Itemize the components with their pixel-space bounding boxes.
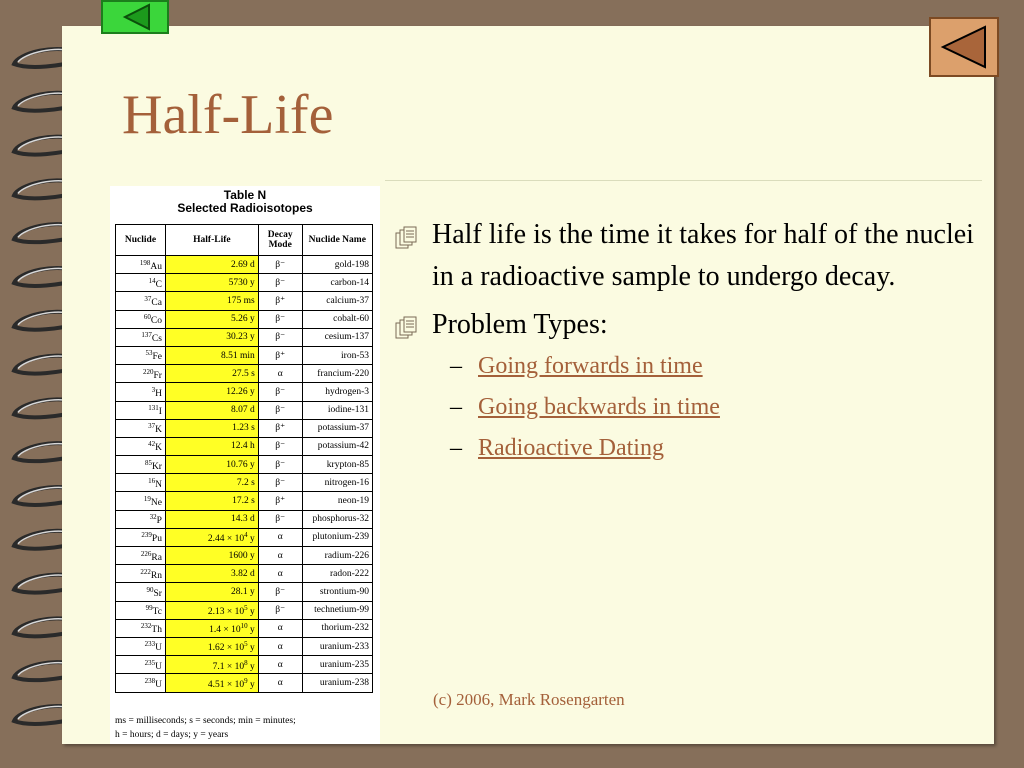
nuclide-name-cell: neon-19 [302,492,372,510]
nuclide-name-cell: potassium-37 [302,419,372,437]
document-stack-icon [394,314,420,340]
mass-number: 99 [145,604,153,613]
decay-mode-cell: α [258,674,302,692]
half-life-cell [165,328,258,346]
nuclide-cell [116,328,166,346]
nuclide-name-cell: thorium-232 [302,619,372,637]
half-life-value: 12.26 y [226,386,255,397]
mass-number: 60 [143,313,151,322]
half-life-value: 5730 y [228,277,255,288]
mass-number: 222 [140,567,151,576]
half-life-value: 10.76 y [226,459,255,470]
nuclide-name-cell: carbon-14 [302,274,372,292]
half-life-value: 7.1 × 10 [212,661,245,672]
footnote-line: h = hours; d = days; y = years [115,730,229,740]
decay-mode-cell: β⁻ [258,456,302,474]
element-symbol: C [155,279,162,290]
nuclide-name-cell: uranium-233 [302,637,372,655]
nuclide-cell [116,547,166,565]
isotope-row [116,256,373,274]
header-half-life: Half-Life [165,225,258,256]
isotope-row [116,383,373,401]
element-symbol: U [155,661,162,672]
nuclide-name-cell: uranium-238 [302,674,372,692]
nuclide-cell [116,637,166,655]
half-life-cell [165,637,258,655]
half-life-cell [165,601,258,619]
mass-number: 226 [140,549,152,558]
half-life-cell [165,474,258,492]
element-symbol: Ca [151,298,162,309]
nuclide-cell [116,601,166,619]
nuclide-cell [116,383,166,401]
half-life-value: 175 ms [227,295,255,306]
isotope-row [116,401,373,419]
nuclide-name-cell: iodine-131 [302,401,372,419]
nuclide-name-cell: phosphorus-32 [302,510,372,528]
element-symbol: Ne [150,498,162,509]
isotope-row [116,547,373,565]
decay-mode-cell: β⁻ [258,601,302,619]
element-symbol: I [158,407,162,418]
isotope-row [116,583,373,601]
nuclide-name-cell: radium-226 [302,547,372,565]
decay-mode-cell: α [258,547,302,565]
link-radioactive-dating[interactable]: Radioactive Dating [478,435,664,461]
decay-mode-cell: β⁻ [258,474,302,492]
mass-number: 16 [148,476,156,485]
half-life-cell [165,528,258,546]
element-symbol: Fr [153,370,162,381]
half-life-cell [165,310,258,328]
nuclide-name-cell: hydrogen-3 [302,383,372,401]
nuclide-cell [116,619,166,637]
decay-mode-cell: β⁻ [258,583,302,601]
mass-number: 220 [143,367,154,376]
half-life-value: 1.23 s [232,423,255,434]
nuclide-name-cell: iron-53 [302,346,372,364]
isotope-row [116,365,373,383]
half-life-cell [165,492,258,510]
half-life-value: 2.13 × 10 [207,607,245,618]
bullet-list [394,214,974,469]
element-symbol: Co [150,316,162,327]
decay-mode-cell: β⁻ [258,310,302,328]
nuclide-name-cell: technetium-99 [302,601,372,619]
half-life-cell [165,565,258,583]
isotope-row [116,346,373,364]
footnote-line: ms = milliseconds; s = seconds; min = minutes; [115,716,296,726]
radioisotope-table [115,224,373,693]
half-life-value: 17.2 s [232,496,255,507]
element-symbol: Th [151,625,162,636]
half-life-cell [165,510,258,528]
element-symbol: Kr [151,461,162,472]
half-life-cell [165,274,258,292]
half-life-cell [165,292,258,310]
nuclide-name-cell: cesium-137 [302,328,372,346]
mass-number: 3 [151,385,156,394]
nuclide-name-cell: francium-220 [302,365,372,383]
bullet-text: Half life is the time it takes for half of the nuclei in a radioactive sample to undergo decay. [432,219,974,292]
mass-number: 238 [144,676,156,685]
nuclide-name-cell: cobalt-60 [302,310,372,328]
half-life-cell [165,419,258,437]
table-n-image [110,186,380,744]
element-symbol: Sr [153,589,162,600]
half-life-cell [165,346,258,364]
isotope-row [116,474,373,492]
nuclide-cell [116,437,166,455]
nuclide-cell [116,346,166,364]
isotope-row [116,292,373,310]
mass-number: 232 [140,622,152,631]
decay-mode-cell: β⁺ [258,419,302,437]
nuclide-name-cell: nitrogen-16 [302,474,372,492]
half-life-cell [165,674,258,692]
bullet-item [394,304,974,346]
mass-number: 37 [144,294,152,303]
element-symbol: H [155,388,162,399]
nuclide-cell [116,274,166,292]
isotope-row [116,528,373,546]
element-symbol: Pu [151,534,162,545]
half-life-cell [165,456,258,474]
triangle-left-icon [103,2,167,32]
nuclide-cell [116,528,166,546]
half-life-cell [165,619,258,637]
link-going-forwards[interactable]: Going forwards in time [478,353,703,379]
decay-mode-cell: β⁻ [258,510,302,528]
half-life-value: 27.5 s [232,368,255,379]
bullet-text: Problem Types: [432,309,608,340]
decay-mode-cell: β⁻ [258,383,302,401]
table-n-subtitle: Selected Radioisotopes [177,201,313,215]
nuclide-name-cell: krypton-85 [302,456,372,474]
sub-item [394,387,974,428]
document-stack-icon [394,224,420,250]
mass-number: 14 [148,276,156,285]
half-life-value: 1.4 × 10 [209,625,241,636]
half-life-cell [165,401,258,419]
sub-item-dash: – [450,394,462,420]
element-symbol: Fe [152,352,162,363]
table-n-title: Table N [223,188,267,202]
mass-number: 32 [149,513,157,522]
half-life-value: 7.2 s [236,477,255,488]
element-symbol: Tc [152,607,162,618]
decay-mode-cell: α [258,528,302,546]
nuclide-name-cell: plutonium-239 [302,528,372,546]
isotope-row [116,656,373,674]
half-life-unit: y [247,607,255,618]
mass-number: 131 [148,404,159,413]
half-life-value: 2.44 × 10 [207,534,245,545]
title-divider [385,180,982,181]
half-life-value: 14.3 d [231,514,255,525]
nuclide-name-cell: radon-222 [302,565,372,583]
decay-mode-cell: β⁺ [258,492,302,510]
mass-number: 85 [144,458,152,467]
slide-title: Half-Life [122,84,334,146]
isotope-row [116,328,373,346]
half-life-value: 12.4 h [231,441,255,452]
isotope-row [116,419,373,437]
half-life-value: 8.07 d [231,405,255,416]
sub-item-dash: – [450,435,462,461]
mass-number: 198 [139,258,151,267]
copyright-credit: (c) 2006, Mark Rosengarten [433,690,625,709]
nuclide-name-cell: calcium-37 [302,292,372,310]
nuclide-cell [116,492,166,510]
sub-item [394,428,974,469]
half-life-cell [165,547,258,565]
isotope-row [116,437,373,455]
element-symbol: K [155,443,162,454]
half-life-unit: y [247,534,255,545]
isotope-row [116,456,373,474]
decay-mode-cell: β⁺ [258,346,302,364]
half-life-exponent: 4 [244,531,248,540]
nuclide-cell [116,401,166,419]
decay-mode-cell: α [258,565,302,583]
header-nuclide-name: Nuclide Name [302,225,372,256]
link-going-backwards[interactable]: Going backwards in time [478,394,720,420]
isotope-row [116,637,373,655]
half-life-cell [165,656,258,674]
element-symbol: Ra [151,552,162,563]
half-life-value: 1.62 × 10 [207,643,245,654]
sub-item [394,346,974,387]
mass-number: 37 [148,422,156,431]
decay-mode-cell: β⁻ [258,328,302,346]
isotope-row [116,601,373,619]
nuclide-cell [116,292,166,310]
nuclide-name-cell: potassium-42 [302,437,372,455]
half-life-value: 28.1 y [231,586,255,597]
mass-number: 239 [141,531,152,540]
bullet-item [394,214,974,298]
half-life-value: 8.51 min [220,350,255,361]
isotope-row [116,510,373,528]
half-life-exponent: 8 [244,658,248,667]
nuclide-cell [116,419,166,437]
table-header-row [116,225,373,256]
mass-number: 233 [144,640,156,649]
nuclide-name-cell: uranium-235 [302,656,372,674]
mass-number: 19 [143,494,151,503]
isotope-row [116,619,373,637]
half-life-value: 1600 y [228,550,255,561]
nuclide-cell [116,674,166,692]
decay-mode-cell: β⁻ [258,256,302,274]
half-life-unit: y [247,643,255,654]
half-life-exponent: 5 [244,604,248,613]
nuclide-cell [116,583,166,601]
nuclide-cell [116,310,166,328]
half-life-cell [165,365,258,383]
half-life-cell [165,437,258,455]
element-symbol: Au [150,261,162,272]
half-life-cell [165,583,258,601]
nuclide-cell [116,510,166,528]
element-symbol: K [155,425,162,436]
decay-mode-cell: β⁻ [258,437,302,455]
half-life-exponent: 5 [244,640,248,649]
decay-mode-cell: α [258,656,302,674]
element-symbol: N [155,479,162,490]
element-symbol: Cs [151,334,162,345]
half-life-unit: y [247,661,255,672]
nuclide-cell [116,565,166,583]
decay-mode-cell: β⁻ [258,401,302,419]
half-life-value: 3.82 d [231,568,255,579]
isotope-row [116,492,373,510]
nuclide-cell [116,256,166,274]
header-decay-mode: Decay Mode [258,225,302,256]
mass-number: 53 [145,349,153,358]
mass-number: 137 [141,331,152,340]
element-symbol: U [155,679,162,690]
decay-mode-cell: β⁻ [258,274,302,292]
half-life-exponent: 10 [240,622,248,631]
half-life-value: 4.51 × 10 [207,679,245,690]
isotope-row [116,274,373,292]
nuclide-name-cell: gold-198 [302,256,372,274]
isotope-row [116,674,373,692]
nuclide-cell [116,456,166,474]
half-life-value: 2.69 d [231,259,255,270]
mass-number: 90 [146,585,154,594]
header-nuclide: Nuclide [116,225,166,256]
half-life-cell [165,256,258,274]
isotope-row [116,310,373,328]
table-footnote [115,714,296,742]
mass-number: 235 [144,658,156,667]
half-life-value: 30.23 y [226,332,255,343]
nuclide-cell [116,365,166,383]
half-life-unit: y [247,679,255,690]
nuclide-cell [116,656,166,674]
decay-mode-cell: α [258,365,302,383]
half-life-value: 5.26 y [231,314,255,325]
element-symbol: P [156,516,162,527]
triangle-left-icon [931,19,997,75]
decay-mode-cell: α [258,637,302,655]
nuclide-name-cell: strontium-90 [302,583,372,601]
nuclide-cell [116,474,166,492]
previous-slide-button[interactable] [101,0,169,34]
decay-mode-cell: β⁺ [258,292,302,310]
half-life-cell [165,383,258,401]
sub-item-dash: – [450,353,462,379]
isotope-row [116,565,373,583]
back-button[interactable] [929,17,999,77]
half-life-exponent: 9 [244,676,248,685]
element-symbol: Rn [150,570,162,581]
element-symbol: U [155,643,162,654]
decay-mode-cell: α [258,619,302,637]
half-life-unit: y [247,625,255,636]
mass-number: 42 [148,440,156,449]
